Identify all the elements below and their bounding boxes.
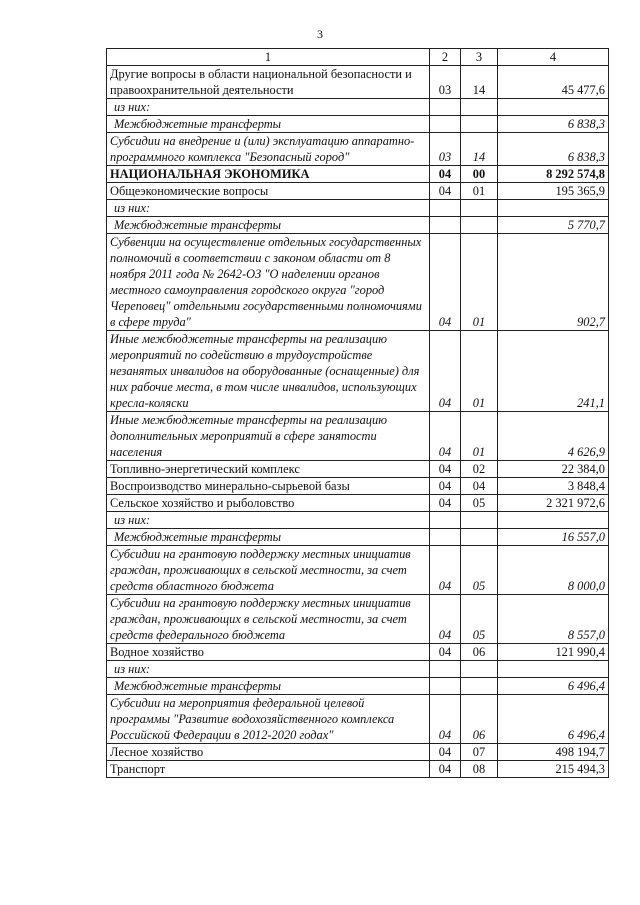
page-number: 3 xyxy=(317,27,323,41)
row-section-cell xyxy=(430,512,461,529)
row-name-cell-text: Лесное хозяйство xyxy=(110,745,204,759)
row-name-cell xyxy=(107,200,430,217)
row-amount-cell xyxy=(498,744,609,761)
table-row xyxy=(107,529,609,546)
row-subsection-cell xyxy=(461,529,498,546)
row-subsection-cell xyxy=(461,495,498,512)
row-name-cell-text: Субсидии на грантовую поддержку местных инициатив граждан, проживающих в сельской местности, за счет средств областного бюджета xyxy=(110,547,411,593)
row-section-cell xyxy=(430,495,461,512)
table-row xyxy=(107,183,609,200)
row-amount-cell xyxy=(498,695,609,744)
row-section-cell xyxy=(430,595,461,644)
row-subsection-cell xyxy=(461,461,498,478)
row-name-cell xyxy=(107,512,430,529)
row-subsection-cell xyxy=(461,116,498,133)
row-section-cell xyxy=(430,99,461,116)
row-section-cell xyxy=(430,478,461,495)
row-subsection-cell-text: 01 xyxy=(472,396,486,410)
row-section-cell xyxy=(430,331,461,412)
row-section-cell-text: 04 xyxy=(438,745,452,759)
row-amount-cell xyxy=(498,644,609,661)
row-section-cell-text: 04 xyxy=(438,628,452,642)
row-amount-cell xyxy=(498,529,609,546)
table-row xyxy=(107,478,609,495)
row-name-cell-text: Другие вопросы в области национальной безопасности и правоохранительной деятельности xyxy=(110,67,412,97)
row-amount-cell-text: 195 365,9 xyxy=(555,184,605,198)
header-cell-subsection: 3 xyxy=(461,49,498,66)
row-subsection-cell xyxy=(461,744,498,761)
row-subsection-cell xyxy=(461,412,498,461)
row-amount-cell xyxy=(498,495,609,512)
row-subsection-cell-text: 01 xyxy=(472,315,486,329)
row-section-cell xyxy=(430,761,461,778)
row-name-cell xyxy=(107,529,430,546)
row-section-cell xyxy=(430,744,461,761)
row-section-cell xyxy=(430,166,461,183)
table-row xyxy=(107,217,609,234)
row-section-cell-text: 04 xyxy=(438,184,452,198)
header-cell-section: 2 xyxy=(430,49,461,66)
row-name-cell-text: Межбюджетные трансферты xyxy=(114,530,282,544)
table-row xyxy=(107,166,609,183)
row-section-cell-text: 04 xyxy=(438,479,452,493)
row-subsection-cell-text: 02 xyxy=(472,462,486,476)
row-section-cell-text: 03 xyxy=(438,83,452,97)
row-amount-cell xyxy=(498,412,609,461)
row-amount-cell-text: 8 557,0 xyxy=(567,628,605,642)
table-row xyxy=(107,695,609,744)
table-row xyxy=(107,595,609,644)
table-row xyxy=(107,744,609,761)
row-subsection-cell xyxy=(461,512,498,529)
row-name-cell-text: Субсидии на грантовую поддержку местных инициатив граждан, проживающих в сельской местности, за счет средств федерального бюджета xyxy=(110,596,411,642)
row-section-cell-text: 04 xyxy=(438,445,452,459)
row-amount-cell xyxy=(498,133,609,166)
row-amount-cell-text: 241,1 xyxy=(577,396,605,410)
table-row xyxy=(107,495,609,512)
row-name-cell xyxy=(107,644,430,661)
row-subsection-cell-text: 06 xyxy=(472,645,486,659)
row-subsection-cell xyxy=(461,644,498,661)
table-row xyxy=(107,678,609,695)
row-amount-cell xyxy=(498,166,609,183)
table-row xyxy=(107,133,609,166)
row-amount-cell-text: 498 194,7 xyxy=(555,745,605,759)
row-name-cell-text: Субвенции на осуществление отдельных государственных полномочий в соответствии с законом области от 8 ноября 2011 года № 2642-ОЗ "О наделении органов местного самоуправления городского округа "город Череповец" отдельными государственными полномочиями в сфере труда" xyxy=(110,235,422,329)
row-section-cell xyxy=(430,200,461,217)
row-name-cell-text: Сельское хозяйство и рыболовство xyxy=(110,496,295,510)
row-name-cell-text: Субсидии на внедрение и (или) эксплуатацию аппаратно-программного комплекса "Безопасный город" xyxy=(110,134,415,164)
row-section-cell xyxy=(430,183,461,200)
row-section-cell-text: 03 xyxy=(438,150,452,164)
row-name-cell xyxy=(107,66,430,99)
row-name-cell xyxy=(107,99,430,116)
row-section-cell xyxy=(430,695,461,744)
row-section-cell xyxy=(430,217,461,234)
row-name-cell xyxy=(107,661,430,678)
row-amount-cell-text: 6 496,4 xyxy=(567,728,605,742)
row-amount-cell xyxy=(498,200,609,217)
row-amount-cell xyxy=(498,595,609,644)
table-row xyxy=(107,66,609,99)
table-row xyxy=(107,412,609,461)
row-name-cell-text: из них: xyxy=(114,201,151,215)
row-subsection-cell xyxy=(461,678,498,695)
row-subsection-cell xyxy=(461,234,498,331)
row-amount-cell-text: 45 477,6 xyxy=(561,83,605,97)
row-subsection-cell-text: 01 xyxy=(472,184,486,198)
table-row xyxy=(107,761,609,778)
row-name-cell xyxy=(107,595,430,644)
row-section-cell-text: 04 xyxy=(438,315,452,329)
header-cell-amount: 4 xyxy=(498,49,609,66)
row-subsection-cell xyxy=(461,166,498,183)
table-row xyxy=(107,644,609,661)
row-amount-cell xyxy=(498,116,609,133)
row-name-cell xyxy=(107,331,430,412)
row-amount-cell xyxy=(498,678,609,695)
row-subsection-cell xyxy=(461,331,498,412)
row-amount-cell xyxy=(498,461,609,478)
row-name-cell-text: Иные межбюджетные трансферты на реализацию дополнительных мероприятий в сфере занятости населения xyxy=(110,413,387,459)
row-subsection-cell-text: 05 xyxy=(472,628,486,642)
row-subsection-cell-text: 14 xyxy=(472,150,486,164)
row-subsection-cell-text: 14 xyxy=(472,83,486,97)
row-amount-cell xyxy=(498,66,609,99)
budget-table-body xyxy=(107,49,609,778)
row-subsection-cell-text: 07 xyxy=(472,745,486,759)
budget-table xyxy=(106,48,609,778)
row-amount-cell xyxy=(498,217,609,234)
row-section-cell-text: 04 xyxy=(438,396,452,410)
row-amount-cell-text: 121 990,4 xyxy=(555,645,605,659)
row-name-cell xyxy=(107,678,430,695)
row-name-cell xyxy=(107,217,430,234)
row-amount-cell xyxy=(498,546,609,595)
row-amount-cell-text: 902,7 xyxy=(577,315,605,329)
row-name-cell xyxy=(107,166,430,183)
table-row xyxy=(107,234,609,331)
row-subsection-cell-text: 06 xyxy=(472,728,486,742)
row-name-cell-text: Общеэкономические вопросы xyxy=(110,184,269,198)
row-section-cell xyxy=(430,116,461,133)
row-amount-cell-text: 6 838,3 xyxy=(567,150,605,164)
row-subsection-cell-text: 01 xyxy=(472,445,486,459)
row-subsection-cell xyxy=(461,183,498,200)
row-amount-cell-text: 8 000,0 xyxy=(567,579,605,593)
table-row xyxy=(107,200,609,217)
row-name-cell xyxy=(107,546,430,595)
row-name-cell-text: из них: xyxy=(114,100,151,114)
header-cell-name: 1 xyxy=(107,49,430,66)
row-amount-cell-text: 16 557,0 xyxy=(561,530,605,544)
row-section-cell xyxy=(430,133,461,166)
row-section-cell-text: 04 xyxy=(438,462,452,476)
row-amount-cell-text: 3 848,4 xyxy=(567,479,605,493)
table-row xyxy=(107,331,609,412)
table-row xyxy=(107,512,609,529)
row-section-cell xyxy=(430,234,461,331)
row-subsection-cell xyxy=(461,200,498,217)
row-amount-cell xyxy=(498,661,609,678)
row-name-cell xyxy=(107,116,430,133)
row-subsection-cell-text: 00 xyxy=(472,167,486,181)
table-header-row xyxy=(107,49,609,66)
row-name-cell xyxy=(107,183,430,200)
row-name-cell-text: Иные межбюджетные трансферты на реализацию мероприятий по содействию в трудоустройстве незанятых инвалидов на оборудованные (оснащенные) для них рабочие места, в том числе инвалидов, использующих кресла-коляски xyxy=(110,332,420,410)
row-subsection-cell-text: 05 xyxy=(472,579,486,593)
row-amount-cell xyxy=(498,761,609,778)
row-section-cell-text: 04 xyxy=(438,167,452,181)
row-subsection-cell xyxy=(461,595,498,644)
row-name-cell-text: Воспроизводство минерально-сырьевой базы xyxy=(110,479,350,493)
row-name-cell-text: Водное хозяйство xyxy=(110,645,205,659)
row-subsection-cell-text: 05 xyxy=(472,496,486,510)
row-name-cell-text: Субсидии на мероприятия федеральной целевой программы "Развитие водохозяйственного комплекса Российской Федерации в 2012-2020 годах" xyxy=(110,696,395,742)
row-subsection-cell xyxy=(461,66,498,99)
row-name-cell-text: Транспорт xyxy=(110,762,166,776)
table-row xyxy=(107,99,609,116)
row-subsection-cell xyxy=(461,695,498,744)
row-amount-cell-text: 6 496,4 xyxy=(567,679,605,693)
row-amount-cell xyxy=(498,183,609,200)
row-section-cell xyxy=(430,529,461,546)
row-name-cell-text: Межбюджетные трансферты xyxy=(114,218,282,232)
row-amount-cell-text: 6 838,3 xyxy=(567,117,605,131)
row-name-cell xyxy=(107,461,430,478)
row-amount-cell xyxy=(498,512,609,529)
row-name-cell xyxy=(107,495,430,512)
row-subsection-cell xyxy=(461,546,498,595)
row-section-cell-text: 04 xyxy=(438,762,452,776)
row-section-cell xyxy=(430,678,461,695)
row-section-cell xyxy=(430,661,461,678)
row-name-cell xyxy=(107,478,430,495)
row-section-cell-text: 04 xyxy=(438,579,452,593)
table-row xyxy=(107,116,609,133)
row-name-cell-text: Межбюджетные трансферты xyxy=(114,679,282,693)
row-section-cell xyxy=(430,412,461,461)
row-amount-cell-text: 4 626,9 xyxy=(567,445,605,459)
row-amount-cell-text: 2 321 972,6 xyxy=(546,496,605,510)
row-name-cell xyxy=(107,412,430,461)
row-amount-cell xyxy=(498,331,609,412)
row-subsection-cell xyxy=(461,761,498,778)
row-section-cell xyxy=(430,461,461,478)
row-subsection-cell xyxy=(461,478,498,495)
row-subsection-cell xyxy=(461,99,498,116)
row-amount-cell-text: 5 770,7 xyxy=(567,218,605,232)
row-name-cell-text: Топливно-энергетический комплекс xyxy=(110,462,300,476)
row-name-cell xyxy=(107,695,430,744)
row-subsection-cell xyxy=(461,133,498,166)
row-amount-cell xyxy=(498,234,609,331)
row-subsection-cell xyxy=(461,661,498,678)
row-amount-cell xyxy=(498,478,609,495)
table-row xyxy=(107,546,609,595)
row-name-cell xyxy=(107,234,430,331)
row-name-cell-text: НАЦИОНАЛЬНАЯ ЭКОНОМИКА xyxy=(110,167,310,181)
row-section-cell-text: 04 xyxy=(438,496,452,510)
row-amount-cell-text: 215 494,3 xyxy=(555,762,605,776)
row-section-cell-text: 04 xyxy=(438,645,452,659)
row-name-cell xyxy=(107,744,430,761)
row-name-cell xyxy=(107,761,430,778)
row-section-cell xyxy=(430,546,461,595)
row-subsection-cell-text: 08 xyxy=(472,762,486,776)
row-name-cell xyxy=(107,133,430,166)
row-name-cell-text: из них: xyxy=(114,662,151,676)
row-section-cell xyxy=(430,66,461,99)
row-section-cell-text: 04 xyxy=(438,728,452,742)
table-row xyxy=(107,661,609,678)
row-subsection-cell-text: 04 xyxy=(472,479,486,493)
row-subsection-cell xyxy=(461,217,498,234)
row-amount-cell-text: 8 292 574,8 xyxy=(546,167,605,181)
table-row xyxy=(107,461,609,478)
row-name-cell-text: из них: xyxy=(114,513,151,527)
row-amount-cell-text: 22 384,0 xyxy=(561,462,605,476)
row-section-cell xyxy=(430,644,461,661)
row-amount-cell xyxy=(498,99,609,116)
row-name-cell-text: Межбюджетные трансферты xyxy=(114,117,282,131)
